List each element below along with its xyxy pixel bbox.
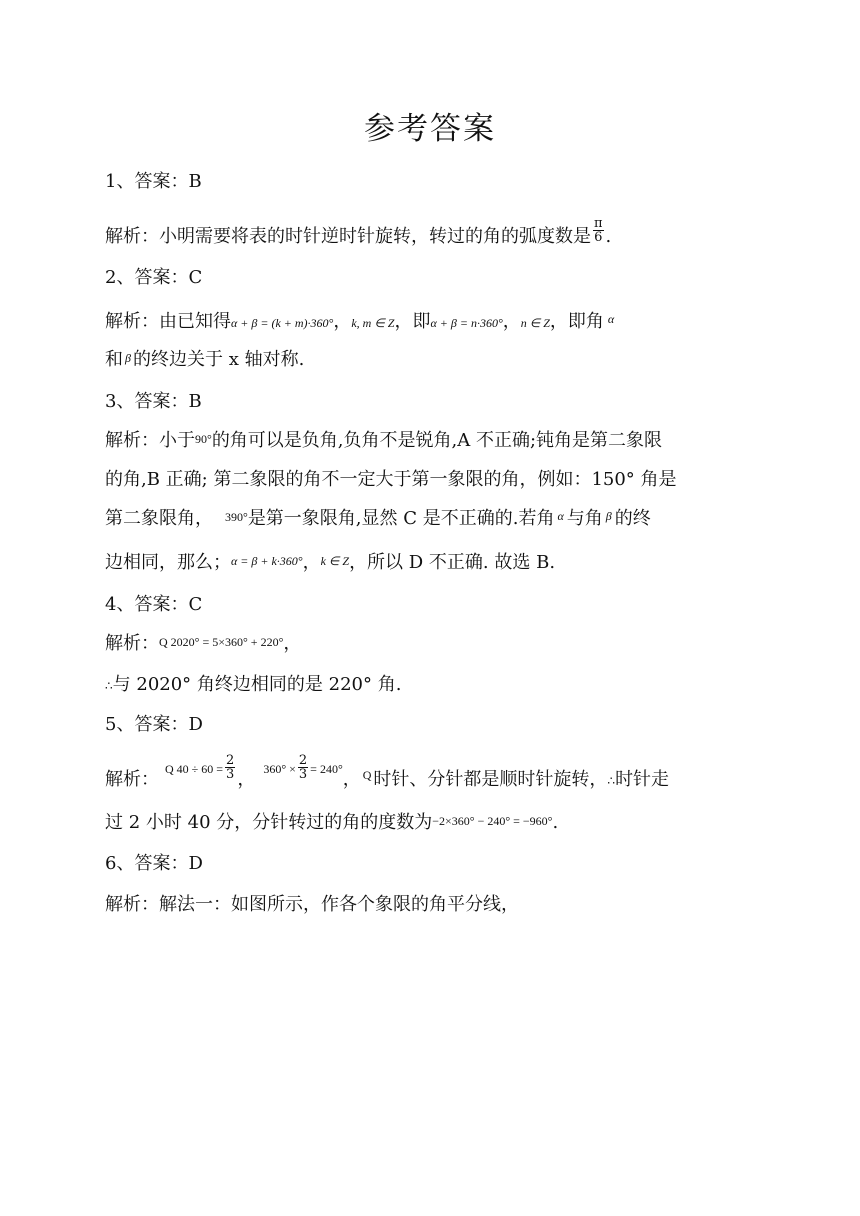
analysis-3-line-2: 的角,B 正确; 第二象限的角不一定大于第一象限的角，例如：150° 角是 [105,469,677,490]
analysis-3-line-3: 第二象限角， 390°是第一象限角,显然 C 是不正确的.若角 $^\alpha$ 与角 $^\beta$ 的终 [105,508,651,529]
fraction-2-over-3: $\frac{2}{3}$ [226,752,235,782]
analysis-3-line-4: 边相同，那么；α = β + k·360°，k ∈ Z，所以 D 不正确. 故选 B. [105,552,556,573]
analysis-5-line-1: 解析： $^{Q 40 \div 60 =}$ $\frac{2}{3}$ ， $^{360^\circ \times}$ $\frac{2}{3}$ $^{= 240^\circ}$， $^Q$ 时针、分针都是顺时针旋转，∴时针走 [105,752,670,790]
analysis-2-line-1: 解析：由已知得α + β = (k + m)·360°，k, m ∈ Z，即α + β = n·360°，n ∈ Z，即角 $^\alpha$ [105,311,615,332]
answer-3: 3、答案：B [105,391,202,412]
page-title: 参考答案 [364,111,496,147]
formula: k, m ∈ Z [351,316,395,330]
formula: α + β = (k + m)·360° [231,316,334,330]
analysis-2-line-2: 和β 的终边关于 x 轴对称. [105,349,305,370]
fraction-2-over-3: $\frac{2}{3}$ [298,752,308,782]
fraction-pi-over-6: $\frac{\pi}{6}$ [594,215,603,245]
analysis-4-line-1: 解析：Q 2020° = 5×360° + 220°， [105,633,302,654]
formula: n ∈ Z [520,316,550,330]
analysis-label: 解析： [105,226,159,247]
analysis-5-line-2: 过 2 小时 40 分，分针转过的角的度数为−2×360° − 240° = −960°. [105,812,559,833]
analysis-3-line-1: 解析：小于90°的角可以是负角,负角不是锐角,A 不正确;钝角是第二象限 [105,430,663,451]
answer-4: 4、答案：C [105,594,203,615]
answer-6: 6、答案：D [105,853,203,874]
analysis-1: 解析：小明需要将表的时针逆时针旋转，转过的角的弧度数是 $\frac{\pi}{6}$ . [105,215,612,247]
answer-2: 2、答案：C [105,267,203,288]
analysis-6: 解析：解法一：如图所示，作各个象限的角平分线， [105,894,519,915]
answer-5: 5、答案：D [105,714,203,735]
answer-1: 1、答案：B [105,171,202,192]
formula: α + β = n·360° [430,316,503,330]
analysis-4-line-2: ∴与 2020° 角终边相同的是 220° 角. [105,674,402,695]
